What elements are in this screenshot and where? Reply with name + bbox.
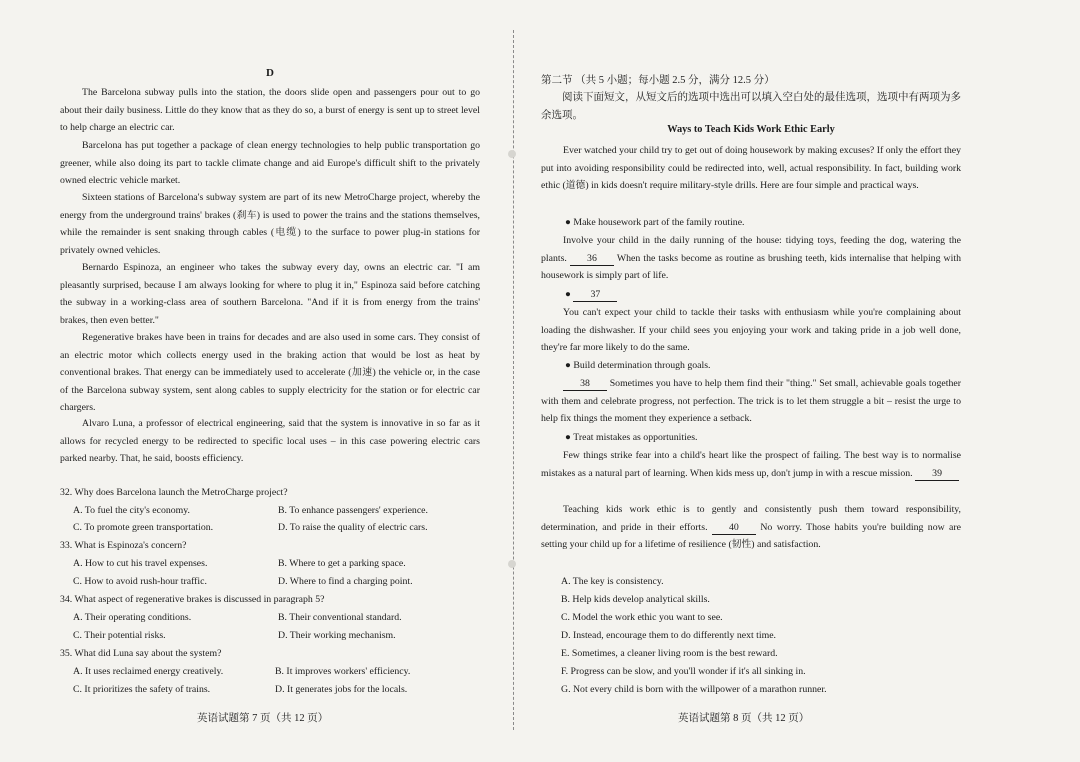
answer-option-d[interactable]: D. Instead, encourage them to do differently next time. — [561, 630, 777, 641]
left-page — [0, 0, 520, 762]
subheading-determination: ● Build determination through goals. — [565, 360, 711, 371]
q33-option-c[interactable]: C. How to avoid rush-hour traffic. — [73, 576, 207, 587]
binding-hole — [508, 150, 516, 158]
blank-37[interactable]: 37 — [573, 288, 617, 302]
q34-option-a[interactable]: A. Their operating conditions. — [73, 612, 192, 623]
question-33: 33. What is Espinoza's concern? — [60, 540, 187, 551]
paragraph-mistakes: Few things strike fear into a child's heart like the prospect of failing. The best way is to normalise mistakes as a natural part of learning. When kids mess up, don't jump in with a rescue mission. 39 — [541, 450, 961, 479]
q32-option-d[interactable]: D. To raise the quality of electric cars. — [278, 522, 428, 533]
passage-paragraph-3: Sixteen stations of Barcelona's subway system are part of its new MetroCharge project, whereby the energy from the underground trains' brakes (刹车) is used to power the trains and the stations themselves, while the remainder is sent snaking through cables (电缆) to the surface to power plug-in stations for privately owned vehicles. — [60, 192, 480, 256]
q32-option-a[interactable]: A. To fuel the city's economy. — [73, 505, 190, 516]
subheading-blank-37: ● 37 — [565, 287, 617, 302]
paragraph-model: You can't expect your child to tackle their tasks with enthusiasm while you're complaining about loading the dishwasher. If your child sees you enjoying your work and taking pride in a job well done, they're far more likely to do the same. — [541, 307, 961, 354]
question-32: 32. Why does Barcelona launch the MetroCharge project? — [60, 487, 288, 498]
q32-option-b[interactable]: B. To enhance passengers' experience. — [278, 505, 428, 516]
q34-option-c[interactable]: C. Their potential risks. — [73, 630, 166, 641]
subheading-mistakes: ● Treat mistakes as opportunities. — [565, 432, 698, 443]
q34-option-b[interactable]: B. Their conventional standard. — [278, 612, 402, 623]
page-divider — [513, 30, 514, 730]
blank-40[interactable]: 40 — [712, 521, 756, 535]
answer-option-f[interactable]: F. Progress can be slow, and you'll wonder if it's all sinking in. — [561, 666, 806, 677]
passage-paragraph-1: The Barcelona subway pulls into the station, the doors slide open and passengers pour out to go about their daily business. Little do they know that as they do so, a burst of energy is sent up to street level to help charge an electric car. — [60, 87, 480, 134]
q33-option-b[interactable]: B. Where to get a parking space. — [278, 558, 406, 569]
blank-36[interactable]: 36 — [570, 252, 614, 266]
passage-paragraph-2: Barcelona has put together a package of clean energy technologies to help public transportation go greener, while also doing its part to tackle climate change and aid Europe's difficult shift to the privately owned electric vehicle market. — [60, 140, 480, 187]
question-34: 34. What aspect of regenerative brakes is discussed in paragraph 5? — [60, 594, 325, 605]
passage-paragraph-6: Alvaro Luna, a professor of electrical engineering, said that the system is innovative in so far as it allows for recycled energy to be redirected to specific local uses – in this case powering electric cars parked nearby. That, he said, boosts efficiency. — [60, 418, 480, 465]
binding-hole — [508, 560, 516, 568]
page-footer-right: 英语试题第 8 页（共 12 页） — [678, 713, 810, 724]
answer-option-a[interactable]: A. The key is consistency. — [561, 576, 664, 587]
answer-option-g[interactable]: G. Not every child is born with the willpower of a marathon runner. — [561, 684, 827, 695]
q35-option-c[interactable]: C. It prioritizes the safety of trains. — [73, 684, 211, 695]
section-heading: 第二节 （共 5 小题；每小题 2.5 分，满分 12.5 分） — [541, 75, 775, 86]
passage-paragraph-4: Bernardo Espinoza, an engineer who takes the subway every day, owns an electric car. "I am pleasantly surprised, because I am always looking for where to plug it in," Espinoza said before catching the subway in a working-class area of southern Barcelona. "And if it is from energy from the trains' brakes, then even better." — [60, 262, 480, 326]
passage-paragraph-5: Regenerative brakes have been in trains for decades and are also used in some cars. They consist of an electric motor which collects energy used in the braking action that would be lost as heat by conventional brakes. That energy can be immediately used to accelerate (加速) the vehicle or, in the case of the Barcelona subway system, sent along cables to supply electricity for the station or for electric car chargers. — [60, 332, 480, 414]
q32-option-c[interactable]: C. To promote green transportation. — [73, 522, 214, 533]
q35-option-b[interactable]: B. It improves workers' efficiency. — [275, 666, 411, 677]
paragraph-routine: Involve your child in the daily running of the house: tidying toys, feeding the dog, watering the plants. 36 When the tasks become as routine as brushing teeth, kids internalise that helping with housework is simply part of life. — [541, 235, 961, 282]
passage-heading: D — [266, 67, 274, 79]
q33-option-a[interactable]: A. How to cut his travel expenses. — [73, 558, 208, 569]
passage-intro: Ever watched your child try to get out of doing housework by making excuses? If only the effort they put into avoiding responsibility could be redirected into, well, actual responsibility. In fact, building work ethic (道德) in kids doesn't require military-style drills. Here are four simple and practical ways. — [541, 145, 961, 192]
answer-option-e[interactable]: E. Sometimes, a cleaner living room is the best reward. — [561, 648, 778, 659]
paragraph-goals: 38 Sometimes you have to help them find their "thing." Set small, achievable goals together with them and celebrate progress, not perfection. The trick is to let them struggle a bit – resist the urge to help fix things the moment they experience a setback. — [541, 378, 961, 425]
answer-option-b[interactable]: B. Help kids develop analytical skills. — [561, 594, 710, 605]
subheading-routine: ● Make housework part of the family routine. — [565, 217, 745, 228]
blank-38[interactable]: 38 — [563, 377, 607, 391]
q33-option-d[interactable]: D. Where to find a charging point. — [278, 576, 413, 587]
blank-39[interactable]: 39 — [915, 467, 959, 481]
q34-option-d[interactable]: D. Their working mechanism. — [278, 630, 396, 641]
section-instruction: 阅读下面短文，从短文后的选项中选出可以填入空白处的最佳选项，选项中有两项为多余选项。 — [541, 92, 961, 121]
passage-title: Ways to Teach Kids Work Ethic Early — [667, 124, 835, 135]
q35-option-a[interactable]: A. It uses reclaimed energy creatively. — [73, 666, 224, 677]
question-35: 35. What did Luna say about the system? — [60, 648, 222, 659]
page-footer-left: 英语试题第 7 页（共 12 页） — [197, 713, 329, 724]
q35-option-d[interactable]: D. It generates jobs for the locals. — [275, 684, 408, 695]
answer-option-c[interactable]: C. Model the work ethic you want to see. — [561, 612, 723, 623]
paragraph-conclusion: Teaching kids work ethic is to gently and consistently push them toward responsibility, determination, and pride in their efforts. 40 No worry. Those habits you're building now are setting your child up for a lifetime of resilience (韧性) and satisfaction. — [541, 504, 962, 551]
